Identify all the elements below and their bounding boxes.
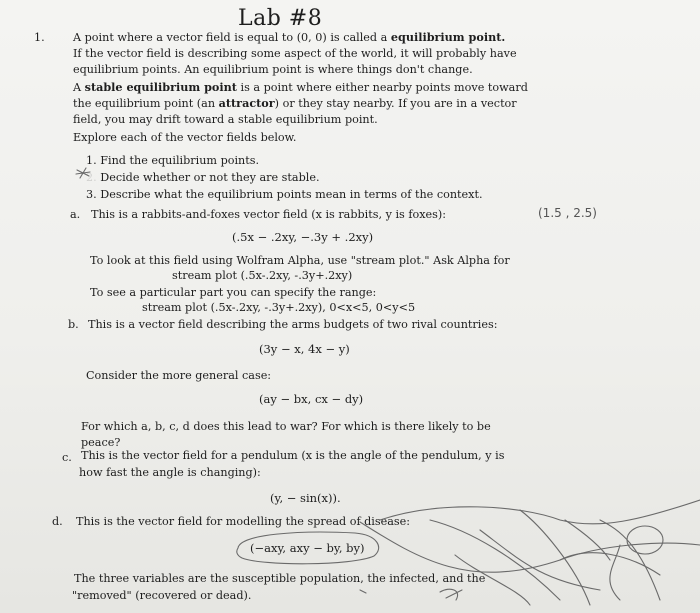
part-b-formula: (3y − x, 4x − y) [259,342,350,356]
part-d-text: This is the vector field for modelling the spread of disease: [76,515,411,528]
part-a-note-3: To see a particular part you can specify the range: [90,286,377,299]
intro-line-7: Explore each of the vector fields below. [73,131,297,144]
part-b-text: This is a vector field describing the arms budgets of two rival countries: [88,318,498,331]
part-d-text-3: "removed" (recovered or dead). [72,589,252,602]
part-a-label: a. [70,208,81,221]
part-a-text: This is a rabbits-and-foxes vector field (x is rabbits, y is foxes): [91,208,447,221]
part-b-question-2: peace? [81,436,121,449]
part-a-note-1: To look at this field using Wolfram Alpha, use "stream plot." Ask Alpha for [90,254,510,267]
part-a-note-4: stream plot (.5x-.2xy, -.3y+.2xy), 0<x<5, 0<y<5 [142,301,416,314]
part-a-note-2: stream plot (.5x-.2xy, -.3y+.2xy) [172,269,353,282]
part-b-formula-2: (ay − bx, cx − dy) [259,392,364,406]
intro-line-3: equilibrium points. An equilibrium point is where things don't change. [73,63,473,76]
part-c-label: c. [62,451,72,464]
intro-line-5: the equilibrium point (an attractor) or they stay nearby. If you are in a vector [73,96,517,110]
part-b-general-case: Consider the more general case: [86,369,272,382]
part-c-text-2: how fast the angle is changing): [79,466,261,479]
star-mark-icon [76,168,90,178]
part-c-text-1: This is the vector field for a pendulum (x is the angle of the pendulum, y is [81,449,505,462]
part-d-label: d. [52,515,63,528]
task-3: 3. Describe what the equilibrium points mean in terms of the context. [86,188,483,201]
item-number: 1. [34,31,45,44]
part-d-text-2: The three variables are the susceptible population, the infected, and the [74,572,486,585]
handwritten-answer: (1.5 , 2.5) [538,206,597,220]
intro-line-2: If the vector field is describing some aspect of the world, it will probably have [73,47,517,60]
part-b-question-1: For which a, b, c, d does this lead to war? For which is there likely to be [81,420,491,433]
page-title: Lab #8 [238,6,323,31]
part-c-formula: (y, − sin(x)). [270,491,341,505]
task-2: 2. Decide whether or not they are stable. [86,171,320,184]
task-1: 1. Find the equilibrium points. [86,154,260,167]
intro-line-6: field, you may drift toward a stable equilibrium point. [73,113,378,126]
formula-circle [237,532,379,564]
intro-line-1: A point where a vector field is equal to (0, 0) is called a equilibrium point. [73,30,506,44]
part-a-formula: (.5x − .2xy, −.3y + .2xy) [232,230,374,244]
part-b-label: b. [68,318,79,331]
part-d-formula: (−axy, axy − by, by) [250,541,365,555]
intro-line-4: A stable equilibrium point is a point where either nearby points move toward [73,80,528,94]
